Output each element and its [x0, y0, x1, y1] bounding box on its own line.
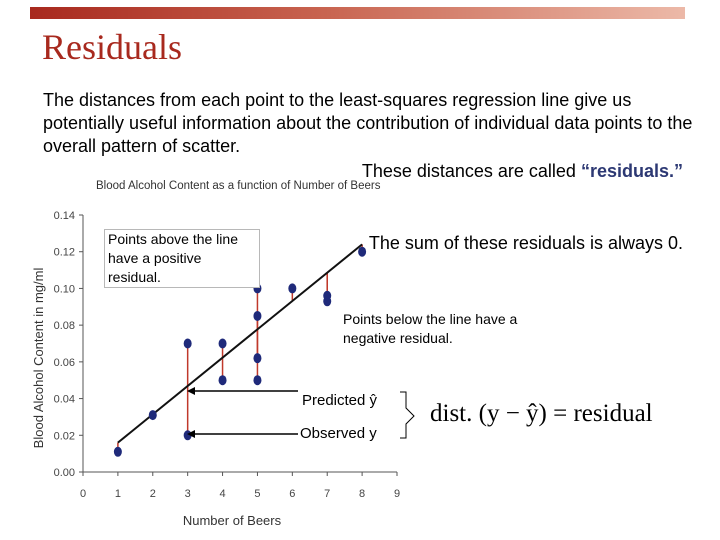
x-tick-group — [80, 472, 400, 500]
x-tick-label: 0 — [79, 488, 87, 500]
formula-prefix: dist. — [430, 400, 473, 427]
x-tick-label: 9 — [393, 488, 401, 500]
residual-formula — [430, 400, 653, 428]
y-tick-label: 0.06 — [53, 356, 75, 369]
x-tick-label: 3 — [184, 488, 191, 500]
y-tick-label: 0.00 — [53, 467, 75, 479]
y-tick-group — [54, 210, 83, 479]
data-point — [114, 447, 122, 457]
y-tick-label: 0.04 — [53, 393, 75, 406]
x-tick-label: 7 — [324, 488, 331, 500]
predicted-label: Predicted ŷ — [302, 392, 378, 409]
y-tick-label: 0.02 — [53, 430, 75, 443]
x-tick-label: 4 — [219, 488, 226, 500]
x-tick-label: 6 — [289, 488, 296, 500]
residuals-term: “residuals.” — [580, 161, 683, 181]
data-point — [253, 353, 261, 363]
data-point — [253, 375, 261, 385]
positive-residual-callout: Points above the line have a positive residual. — [104, 229, 260, 288]
residuals-definition-prefix: These distances are called — [361, 161, 581, 181]
observed-label: Observed y — [300, 425, 377, 442]
data-point — [288, 283, 296, 293]
data-point — [323, 291, 331, 301]
data-point — [253, 311, 261, 321]
residual-sum-note: The sum of these residuals is always 0. — [368, 233, 683, 253]
data-point — [219, 339, 227, 349]
data-point — [358, 247, 366, 257]
y-tick-label: 0.08 — [53, 320, 75, 333]
data-point — [219, 375, 227, 385]
y-tick-label: 0.14 — [53, 210, 75, 222]
data-point — [184, 339, 192, 349]
slide-title: Residuals — [42, 27, 182, 67]
y-tick-label: 0.10 — [53, 283, 75, 296]
y-tick-label: 0.12 — [53, 246, 75, 259]
chart-title: Blood Alcohol Content as a function of Number of Beers — [96, 180, 381, 192]
intro-text: The distances from each point to the least-squares regression line give us potentially useful information about the contribution of individual data points to the overall pattern of scatter. — [43, 90, 693, 156]
negative-residual-callout: Points below the line have a negative residual. — [340, 310, 556, 348]
x-tick-label: 8 — [359, 488, 366, 500]
formula-expression: (y − ŷ) = residual — [478, 400, 653, 427]
x-tick-label: 5 — [254, 488, 261, 500]
y-axis-label: Blood Alcohol Content in mg/ml — [31, 267, 46, 449]
data-point — [149, 410, 157, 420]
x-tick-label: 1 — [114, 488, 121, 500]
x-tick-label: 2 — [149, 488, 156, 500]
x-axis-label: Number of Beers — [182, 513, 282, 528]
